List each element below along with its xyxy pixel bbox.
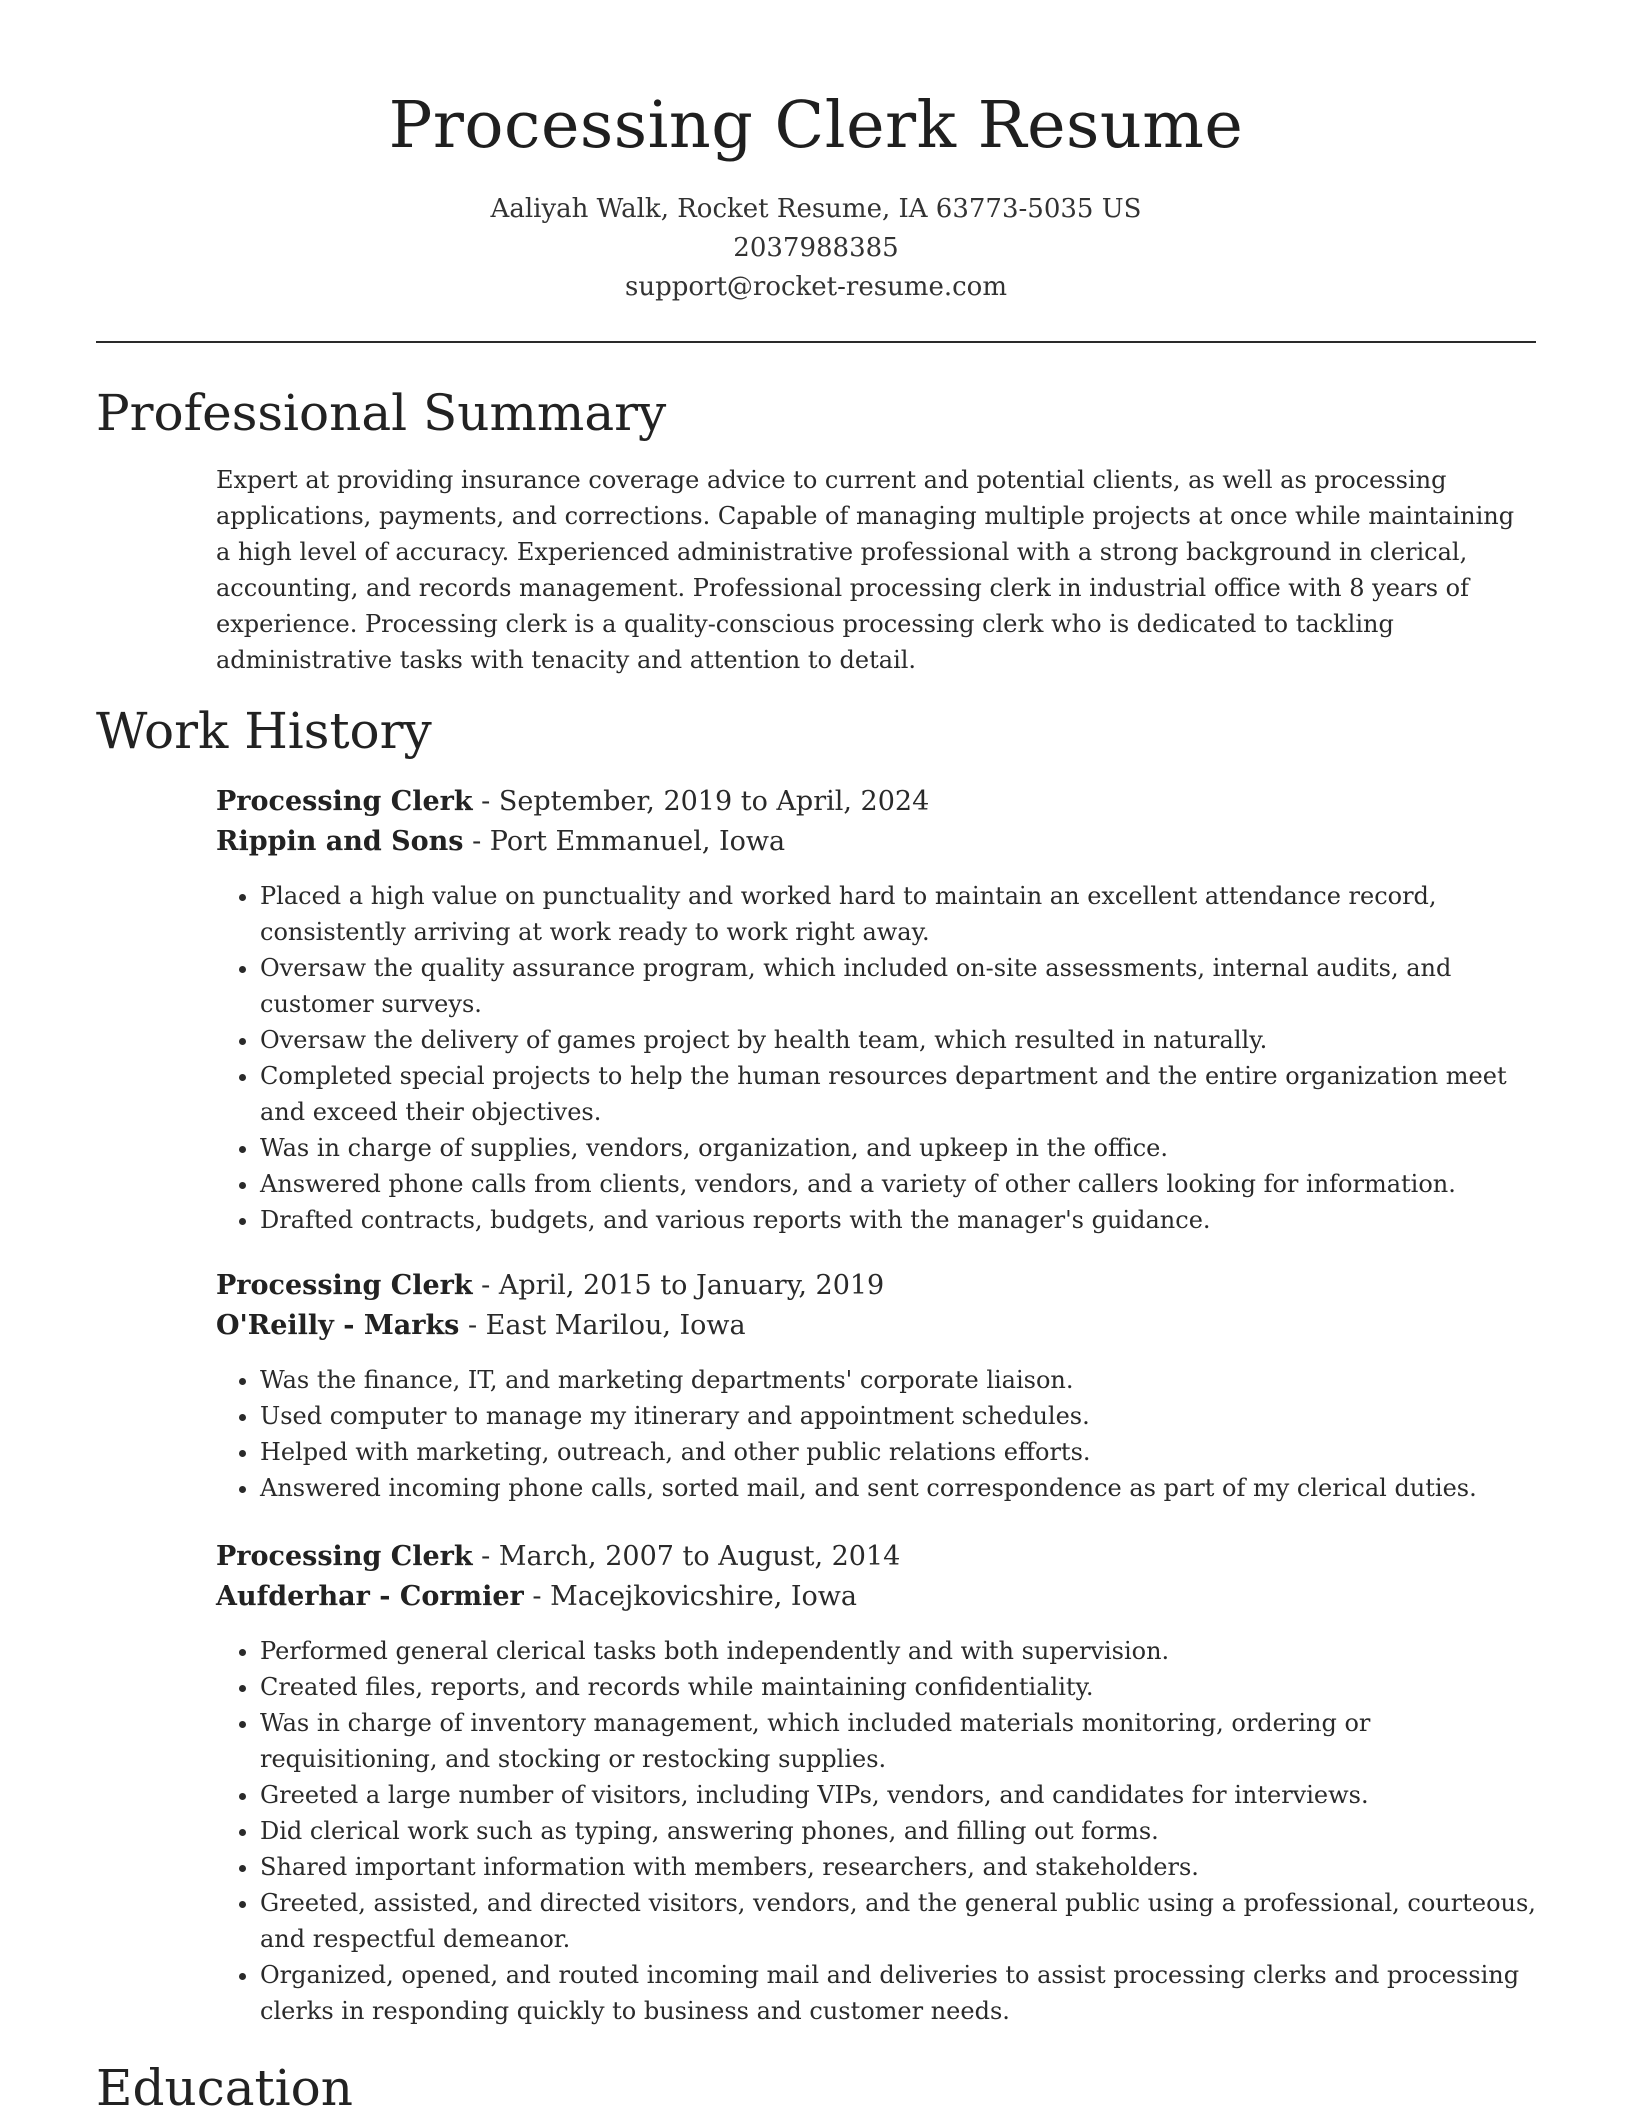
- job-location: - East Marilou, Iowa: [459, 1310, 746, 1341]
- job-dates: - September, 2019 to April, 2024: [472, 786, 930, 817]
- list-item: • Did clerical work such as typing, answering phones, and filling out forms.: [260, 1813, 1536, 1849]
- page-title: Processing Clerk Resume: [388, 88, 1244, 163]
- list-item: • Performed general clerical tasks both independently and with supervision.: [260, 1633, 1536, 1669]
- job-company: O'Reilly - Marks: [216, 1310, 460, 1341]
- job-title-line: [216, 782, 1536, 822]
- job-company-line: [216, 822, 1536, 862]
- contact-phone: 2037988385: [733, 233, 899, 263]
- section-title-education: Education: [96, 2059, 353, 2117]
- duty-list: [216, 878, 1536, 1238]
- summary-text: Expert at providing insurance coverage advice to current and potential clients, as well as processing applications, payments, and corrections. Capable of managing multiple projects at once while maintaining a high level of accuracy. Experienced administrative professional with a strong background in clerical, accounting, and records management. Professional processing clerk in industrial office with 8 years of experience. Processing clerk is a quality-conscious processing clerk who is dedicated to tackling administrative tasks with tenacity and attention to detail.: [216, 466, 1515, 674]
- job-entry: [216, 1266, 1536, 1506]
- job-title: Processing Clerk: [216, 1270, 473, 1301]
- list-item: • Greeted a large number of visitors, including VIPs, vendors, and candidates for interviews.: [260, 1777, 1536, 1813]
- list-item: • Used computer to manage my itinerary and appointment schedules.: [260, 1398, 1536, 1434]
- job-location: - Port Emmanuel, Iowa: [463, 826, 786, 857]
- job-title: Processing Clerk: [216, 786, 473, 817]
- list-item: • Answered incoming phone calls, sorted mail, and sent correspondence as part of my clerical duties.: [260, 1470, 1536, 1506]
- contact-info: [0, 190, 1632, 307]
- duty-list: [216, 1362, 1536, 1506]
- job-company-line: [216, 1577, 1536, 1617]
- job-location: - Macejkovicshire, Iowa: [523, 1581, 857, 1612]
- duty-list: [216, 1633, 1536, 2029]
- section-title-summary: Professional Summary: [96, 384, 667, 442]
- list-item: • Was the finance, IT, and marketing departments' corporate liaison.: [260, 1362, 1536, 1398]
- job-entry: [216, 1537, 1536, 2029]
- contact-email: support@rocket-resume.com: [624, 272, 1007, 302]
- job-title: Processing Clerk: [216, 1541, 473, 1572]
- resume-header: [0, 0, 1632, 307]
- list-item: • Helped with marketing, outreach, and other public relations efforts.: [260, 1434, 1536, 1470]
- list-item: • Placed a high value on punctuality and worked hard to maintain an excellent attendance record, consistently arriving at work ready to work right away.: [260, 878, 1536, 950]
- list-item: • Completed special projects to help the human resources department and the entire organization meet and exceed their objectives.: [260, 1058, 1536, 1130]
- job-title-line: [216, 1537, 1536, 1577]
- job-company: Rippin and Sons: [216, 826, 464, 857]
- job-company-line: [216, 1306, 1536, 1346]
- list-item: • Drafted contracts, budgets, and various reports with the manager's guidance.: [260, 1202, 1536, 1238]
- job-entry: [216, 782, 1536, 1238]
- header-divider: [96, 341, 1536, 343]
- section-title-work-history: Work History: [96, 702, 432, 760]
- list-item: • Greeted, assisted, and directed visitors, vendors, and the general public using a professional, courteous, and respectful demeanor.: [260, 1885, 1536, 1957]
- list-item: • Shared important information with members, researchers, and stakeholders.: [260, 1849, 1536, 1885]
- list-item: • Created files, reports, and records while maintaining confidentiality.: [260, 1669, 1536, 1705]
- job-company: Aufderhar - Cormier: [216, 1581, 524, 1612]
- contact-address: Aaliyah Walk, Rocket Resume, IA 63773-5035 US: [490, 194, 1142, 224]
- list-item: • Was in charge of supplies, vendors, organization, and upkeep in the office.: [260, 1130, 1536, 1166]
- job-dates: - April, 2015 to January, 2019: [472, 1270, 885, 1301]
- job-title-line: [216, 1266, 1536, 1306]
- list-item: • Was in charge of inventory management, which included materials monitoring, ordering or requisitioning, and stocking or restocking supplies.: [260, 1705, 1536, 1777]
- job-dates: - March, 2007 to August, 2014: [472, 1541, 901, 1572]
- list-item: • Answered phone calls from clients, vendors, and a variety of other callers looking for information.: [260, 1166, 1536, 1202]
- list-item: • Oversaw the quality assurance program, which included on-site assessments, internal audits, and customer surveys.: [260, 950, 1536, 1022]
- list-item: • Oversaw the delivery of games project by health team, which resulted in naturally.: [260, 1022, 1536, 1058]
- list-item: • Organized, opened, and routed incoming mail and deliveries to assist processing clerks and processing clerks in responding quickly to business and customer needs.: [260, 1957, 1536, 2029]
